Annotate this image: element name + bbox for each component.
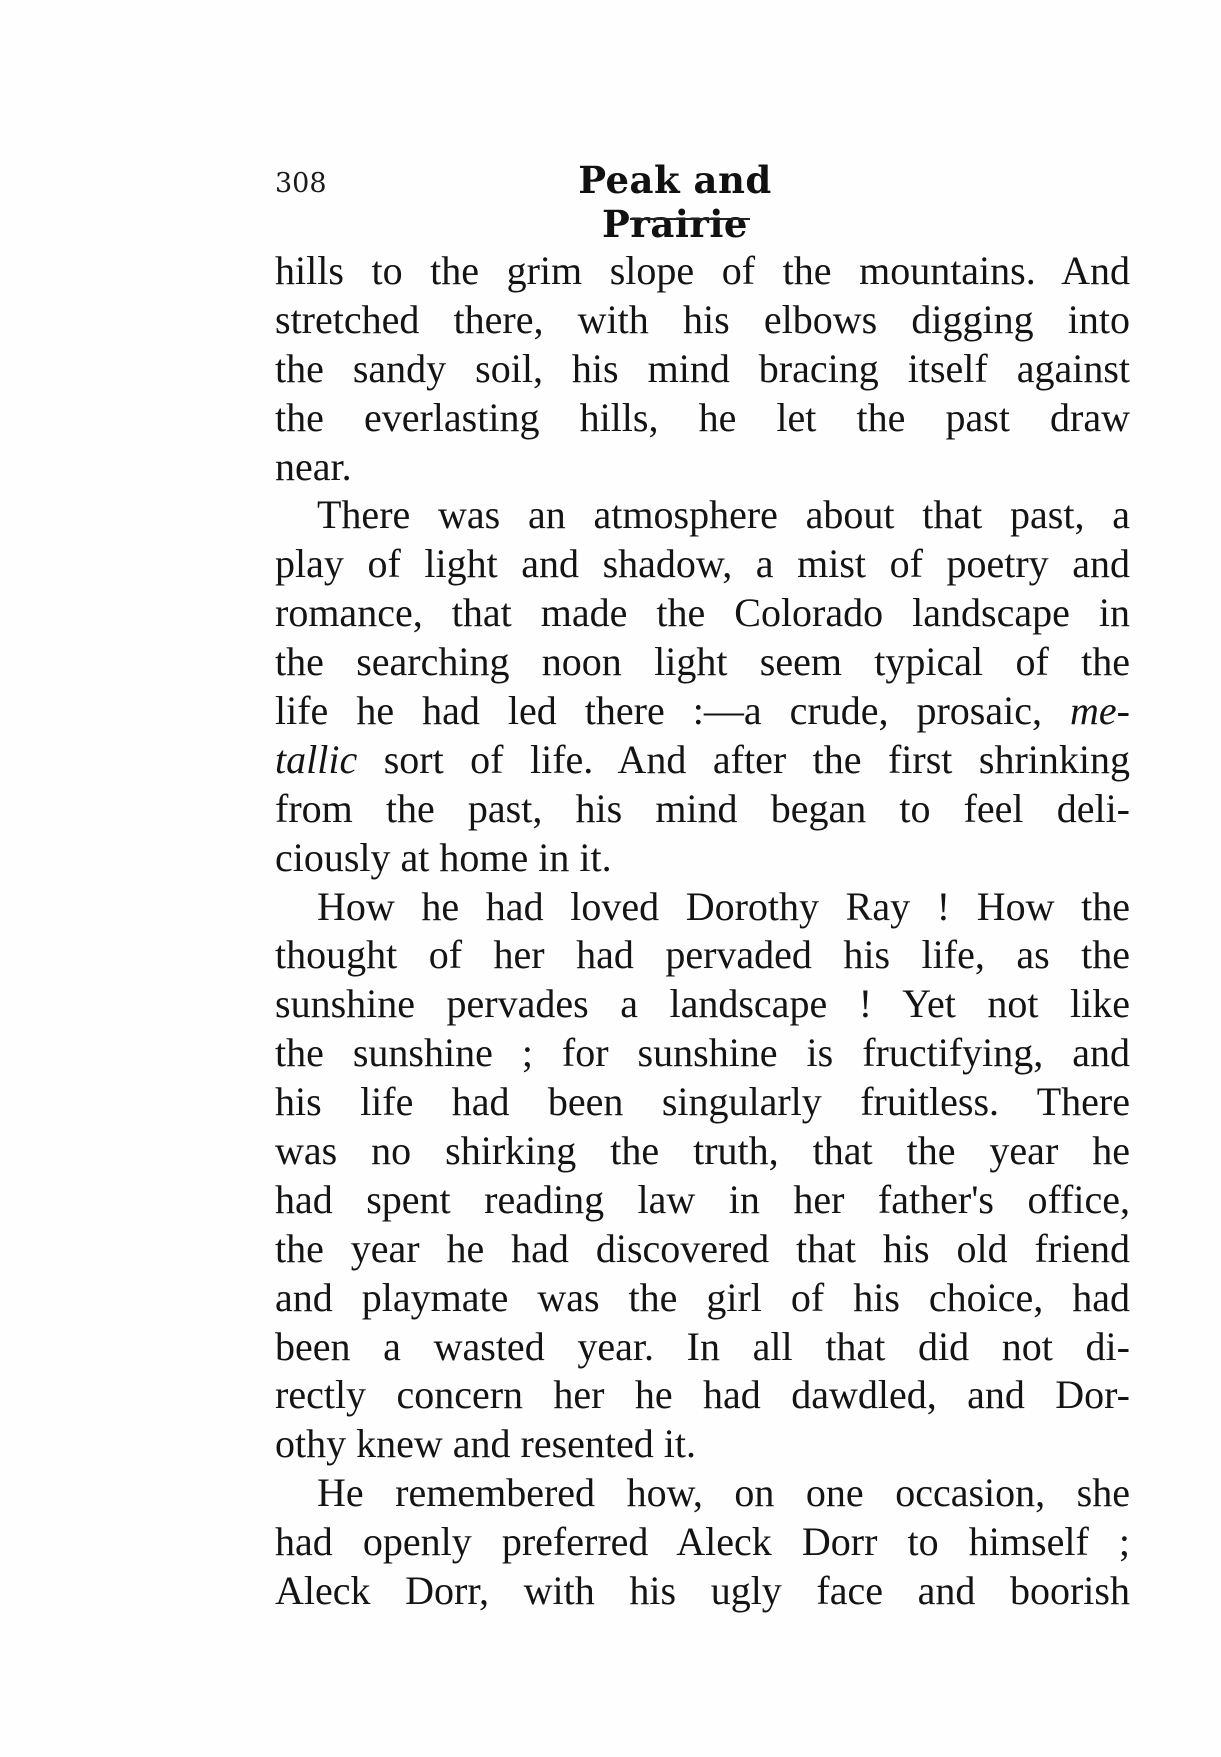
italic-word: me- — [1070, 688, 1130, 734]
body-text — [275, 247, 1130, 1616]
text-line: was no shirking the truth, that the year he — [275, 1128, 1130, 1174]
text-line: ciously at home in it. — [275, 834, 612, 880]
text-line: the everlasting hills, he let the past draw — [275, 394, 1130, 440]
text-line: his life had been singularly fruitless. There — [275, 1079, 1130, 1125]
text-line: the searching noon light seem typical of the — [275, 639, 1130, 685]
text-line: the year he had discovered that his old friend — [275, 1225, 1130, 1271]
text-line: romance, that made the Colorado landscape in — [275, 590, 1130, 636]
text-line: play of light and shadow, a mist of poetry and — [275, 541, 1130, 587]
text-line: near. — [275, 443, 352, 489]
paragraph — [275, 883, 1130, 1470]
text-line: from the past, his mind began to feel deli- — [275, 785, 1130, 831]
text-line: the sandy soil, his mind bracing itself against — [275, 345, 1130, 391]
text-line-segment: life he had led there :—a crude, prosaic, — [275, 688, 1071, 734]
page-number: 308 — [275, 168, 327, 199]
text-line: sunshine pervades a landscape ! Yet not like — [275, 981, 1130, 1027]
text-line: Aleck Dorr, with his ugly face and boorish — [275, 1568, 1130, 1614]
text-line: How he had loved Dorothy Ray ! How the — [317, 883, 1130, 929]
page-header — [275, 158, 1130, 246]
text-line: hills to the grim slope of the mountains. And — [275, 248, 1130, 293]
text-line: He remembered how, on one occasion, she — [317, 1470, 1130, 1516]
text-line-segment: sort of life. And after the first shrinking — [357, 736, 1130, 782]
text-line: othy knew and resented it. — [275, 1421, 696, 1467]
header-rule — [630, 218, 750, 220]
text-line — [275, 736, 1130, 785]
text-line: stretched there, with his elbows digging into — [275, 296, 1130, 342]
paragraph — [275, 1469, 1130, 1616]
text-line: rectly concern her he had dawdled, and Dor- — [275, 1372, 1130, 1418]
text-line: been a wasted year. In all that did not di- — [275, 1323, 1130, 1369]
text-line: had spent reading law in her father's office, — [275, 1176, 1130, 1222]
text-line: There was an atmosphere about that past, a — [317, 492, 1130, 538]
text-line: had openly preferred Aleck Dorr to himself ; — [275, 1519, 1130, 1565]
text-line — [275, 687, 1130, 736]
paragraph — [275, 247, 1130, 491]
text-line: and playmate was the girl of his choice, had — [275, 1274, 1130, 1320]
paragraph — [275, 491, 1130, 882]
text-line: thought of her had pervaded his life, as the — [275, 932, 1130, 978]
text-line: the sunshine ; for sunshine is fructifying, and — [275, 1030, 1130, 1076]
italic-word: tallic — [275, 736, 358, 782]
running-title: Peak and Prairie — [578, 158, 772, 246]
